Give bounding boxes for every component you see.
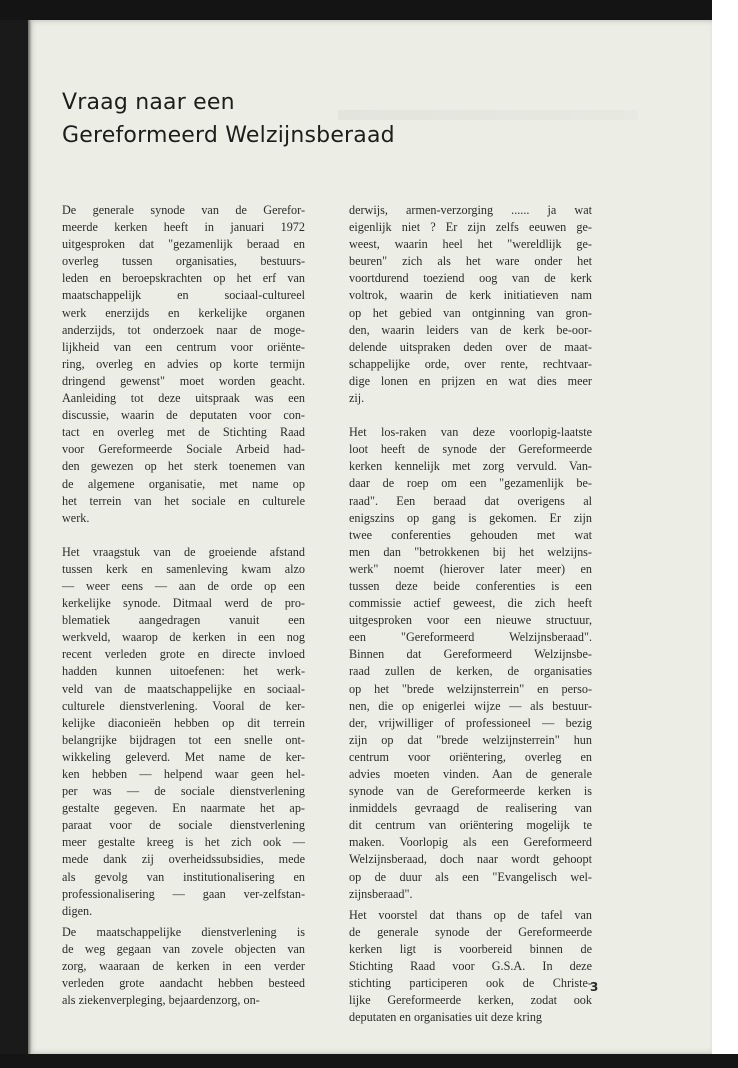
- right-paragraph-1: [349, 202, 592, 407]
- text-line: kerken ligt is voorbereid binnen de: [349, 941, 592, 956]
- text-line: als gevolg van institutionalisering en: [62, 869, 305, 884]
- text-line: werk enerzijds en kerkelijke organen: [62, 305, 305, 320]
- text-line: leden en beroepskrachten op het erf van: [62, 271, 305, 286]
- text-line: hadden kunnen uitoefenen: het werk-: [62, 664, 305, 679]
- text-line: per was — de sociale dienstverlening: [62, 784, 305, 799]
- right-column: [349, 202, 592, 1026]
- text-line: kelijke diaconieën hebben op dit terrein: [62, 715, 305, 730]
- text-line: meerde kerken heeft in januari 1972: [62, 220, 305, 235]
- text-line: raad zullen de kerken, de organisaties: [349, 664, 592, 679]
- text-line: delende uitspraken deden over de maat-: [349, 339, 592, 354]
- text-line: zijnsberaad".: [349, 886, 413, 901]
- text-line: daar de roep om een "gezamenlijk be-: [349, 476, 592, 491]
- text-line: dit centrum van oriëntering mogelijk te: [349, 818, 592, 833]
- text-line: als ziekenverpleging, bejaardenzorg, on-: [62, 993, 260, 1008]
- text-line: zij.: [349, 391, 365, 406]
- page-number: 3: [590, 980, 599, 994]
- text-line: op het gebied van ontginning van gron-: [349, 305, 592, 320]
- text-line: stichting participeren ook de Christe-: [349, 976, 592, 991]
- text-line: tact en overleg met de Stichting Raad: [62, 425, 305, 440]
- text-line: eigenlijk niet ? Er zijn zelfs eeuwen ge-: [349, 220, 592, 235]
- text-line: op het "brede welzijnsterrein" en perso-: [349, 681, 592, 696]
- text-line: weest, waarin heel het "wereldlijk ge-: [349, 237, 592, 252]
- text-line: Het vraagstuk van de groeiende afstand: [62, 544, 305, 559]
- text-line: uitgesproken dat "gezamenlijk beraad en: [62, 237, 305, 252]
- text-line: digen.: [62, 903, 93, 918]
- text-line: deputaten en organisaties uit deze kring: [349, 1010, 543, 1025]
- text-line: uitgesproken voor een nieuwe structuur,: [349, 613, 592, 628]
- text-line: tussen deze beide conferenties is een: [349, 578, 592, 593]
- text-line: op de duur als een "Evangelisch wel-: [349, 869, 592, 884]
- text-line: meer gestalte kreeg is het zich ook —: [62, 835, 305, 850]
- text-line: discussie, waarin de deputaten voor con-: [62, 408, 305, 423]
- text-line: Het los-raken van deze voorlopig-laatste: [349, 425, 592, 440]
- text-line: beuren" zich als het ware onder het: [349, 254, 592, 269]
- text-line: dringend gewenst" moet worden geacht.: [62, 373, 305, 388]
- text-line: der, vrijwilliger of professioneel — bezig: [349, 715, 592, 730]
- text-line: verleden grote aandacht hebben besteed: [62, 976, 305, 991]
- title-line-2: Gereformeerd Welzijnsberaad: [62, 123, 395, 148]
- text-line: de algemene organisatie, met name op: [62, 476, 305, 491]
- text-line: ken hebben — helpend waar geen hel-: [62, 767, 305, 781]
- text-line: anderzijds, tot onderzoek naar de moge-: [62, 322, 305, 337]
- text-line: men dan "betrokkenen bij het welzijns-: [349, 544, 592, 559]
- page-binding-edge: [28, 20, 32, 1054]
- text-line: Binnen dat Gereformeerd Welzijnsbe-: [349, 647, 592, 662]
- scan-border-top: [0, 0, 738, 20]
- text-line: kerken kennelijk met zorg vervuld. Van-: [349, 459, 592, 474]
- text-line: raad". Een beraad dat overigens al: [349, 493, 592, 508]
- text-line: voltrok, waarin de kerk initiatieven nam: [349, 288, 592, 303]
- right-paragraph-3: [349, 907, 592, 1027]
- text-line: veld van de maatschappelijke en sociaal-: [62, 681, 305, 696]
- text-line: de weg gegaan van zovele objecten van: [62, 941, 305, 956]
- text-line: De generale synode van de Gerefor-: [62, 203, 305, 217]
- text-line: gestalte gegeven. En naarmate het ap-: [62, 801, 305, 816]
- scan-border-bottom: [0, 1054, 738, 1068]
- text-line: werk" noemt (hierover later meer) en: [349, 561, 592, 576]
- left-column: [62, 202, 305, 1009]
- text-line: belangrijke bijdragen tot een snelle ont-: [62, 732, 305, 747]
- text-line: derwijs, armen-verzorging ...... ja wat: [349, 203, 592, 217]
- text-line: kerkelijke synode. Ditmaal werd de pro-: [62, 596, 305, 611]
- text-line: tussen kerk en samenleving kwam alzo: [62, 561, 305, 576]
- text-line: loot heeft de synode der Gereformeerde: [349, 442, 592, 457]
- text-line: paraat voor de sociale dienstverlening: [62, 818, 305, 833]
- text-line: wikkeling geleverd. Met name de ker-: [62, 749, 305, 764]
- text-line: inmiddels gevraagd de realisering van: [349, 801, 592, 816]
- text-line: dige lonen en prijzen en wat dies meer: [349, 373, 592, 388]
- text-line: schappelijke orde, over rente, rechtvaar-: [349, 356, 592, 371]
- article-title: [62, 86, 395, 152]
- title-line-1: Vraag naar een: [62, 90, 235, 115]
- text-line: recent verleden grote en directe invloed: [62, 647, 305, 662]
- text-line: zorg, waaraan de kerken in een verder: [62, 959, 305, 974]
- text-line: Het voorstel dat thans op de tafel van: [349, 907, 592, 922]
- text-line: ring, overleg en advies op korte termijn: [62, 356, 305, 371]
- scan-border-right: [712, 0, 738, 1068]
- text-line: werkveld, waarop de kerken in een nog: [62, 630, 305, 645]
- text-line: den gewezen op het sterk toenemen van: [62, 459, 305, 474]
- text-line: voortdurend toeziend oog van de kerk: [349, 271, 592, 286]
- text-line: synode van de Gereformeerde kerken is: [349, 784, 592, 799]
- text-line: maatschappelijk en sociaal-cultureel: [62, 288, 305, 303]
- text-line: blematiek aangedragen vanuit een: [62, 613, 305, 628]
- text-line: nen, die op enigerlei wijze — als bestuur-: [349, 698, 592, 713]
- left-paragraph-1: [62, 202, 305, 527]
- text-line: lijke Gereformeerde kerken, zodat ook: [349, 993, 592, 1008]
- text-line: werk.: [62, 510, 90, 525]
- text-line: overleg tussen organisaties, bestuurs-: [62, 254, 305, 269]
- text-line: centrum voor oriëntering, overleg en: [349, 749, 592, 764]
- text-line: twee conferenties gehouden met wat: [349, 527, 592, 542]
- left-paragraph-2: [62, 544, 305, 920]
- text-line: professionalisering — gaan ver-zelfstan-: [62, 886, 305, 901]
- text-line: den, waarin leiders van de kerk be-oor-: [349, 322, 592, 337]
- text-line: culturele dienstverlening. Vooral de ker-: [62, 698, 305, 713]
- text-line: advies moeten vinden. Aan de generale: [349, 767, 592, 781]
- left-paragraph-3: [62, 924, 305, 1009]
- text-line: het terrein van het sociale en culturele: [62, 493, 305, 508]
- text-line: commissie actief geweest, die zich heeft: [349, 596, 592, 611]
- text-line: mede dank zij overheidssubsidies, mede: [62, 852, 305, 867]
- text-line: De maatschappelijke dienstverlening is: [62, 924, 305, 939]
- text-line: Stichting Raad voor G.S.A. In deze: [349, 959, 592, 974]
- text-line: enigszins op gang is gekomen. Er zijn: [349, 510, 592, 525]
- text-line: — weer eens — aan de orde op een: [62, 578, 305, 593]
- text-line: de generale synode der Gereformeerde: [349, 924, 592, 939]
- text-line: een "Gereformeerd Welzijnsberaad".: [349, 630, 592, 645]
- text-line: lijkheid van een centrum voor oriënte-: [62, 339, 305, 354]
- text-line: voor Gereformeerde Sociale Arbeid had-: [62, 442, 305, 457]
- text-line: Welzijnsberaad, doch naar wordt gehoopt: [349, 852, 592, 867]
- right-paragraph-2: [349, 424, 592, 903]
- text-line: zijn op dat "brede welzijnsterrein" hun: [349, 732, 592, 747]
- text-line: maken. Voorlopig als een Gereformeerd: [349, 835, 592, 850]
- text-line: Aanleiding tot deze uitspraak was een: [62, 391, 305, 406]
